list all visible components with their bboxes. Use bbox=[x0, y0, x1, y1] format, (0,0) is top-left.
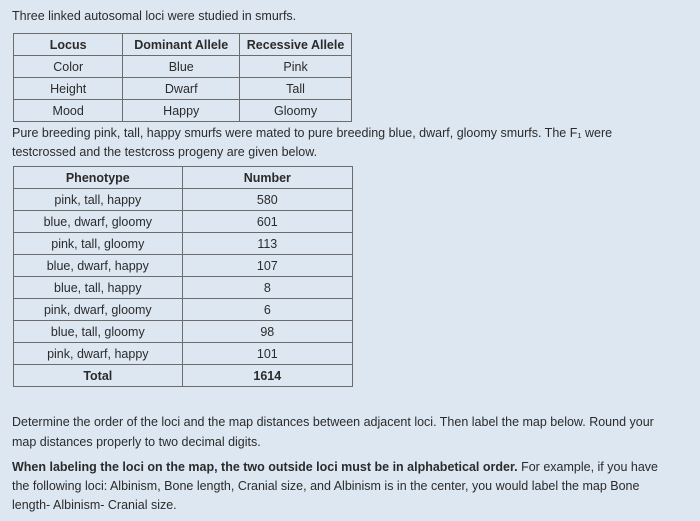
header-phenotype: Phenotype bbox=[14, 167, 183, 189]
number-cell: 113 bbox=[182, 233, 352, 255]
recessive-cell: Tall bbox=[240, 78, 352, 100]
header-locus: Locus bbox=[14, 34, 123, 56]
question-line-2: map distances properly to two decimal digits. bbox=[12, 435, 261, 449]
dominant-cell: Blue bbox=[123, 56, 240, 78]
header-recessive-allele: Recessive Allele bbox=[240, 34, 352, 56]
locus-cell: Height bbox=[14, 78, 123, 100]
recessive-cell: Gloomy bbox=[240, 100, 352, 122]
table-row bbox=[14, 233, 353, 255]
phenotype-table bbox=[13, 166, 353, 387]
number-cell: 98 bbox=[182, 321, 352, 343]
phenotype-cell: blue, dwarf, gloomy bbox=[14, 211, 183, 233]
intro-text: Three linked autosomal loci were studied in smurfs. bbox=[12, 9, 297, 23]
phenotype-cell: pink, tall, happy bbox=[14, 189, 183, 211]
phenotype-cell: pink, dwarf, happy bbox=[14, 343, 183, 365]
locus-cell: Mood bbox=[14, 100, 123, 122]
table-row bbox=[14, 78, 352, 100]
number-cell: 580 bbox=[182, 189, 352, 211]
header-number: Number bbox=[182, 167, 352, 189]
number-cell: 107 bbox=[182, 255, 352, 277]
table-row bbox=[14, 343, 353, 365]
number-cell: 101 bbox=[182, 343, 352, 365]
instruction-bold-text: When labeling the loci on the map, the two outside loci must be in alphabetical order. bbox=[12, 460, 518, 474]
number-cell: 8 bbox=[182, 277, 352, 299]
table-header-row bbox=[14, 34, 352, 56]
header-dominant-allele: Dominant Allele bbox=[123, 34, 240, 56]
table-row bbox=[14, 100, 352, 122]
phenotype-cell: blue, tall, gloomy bbox=[14, 321, 183, 343]
dominant-cell: Dwarf bbox=[123, 78, 240, 100]
table-header-row bbox=[14, 167, 353, 189]
table-row bbox=[14, 299, 353, 321]
phenotype-cell: pink, tall, gloomy bbox=[14, 233, 183, 255]
instruction-line-1 bbox=[12, 459, 658, 475]
phenotype-cell: blue, tall, happy bbox=[14, 277, 183, 299]
table-row bbox=[14, 277, 353, 299]
phenotype-cell: pink, dwarf, gloomy bbox=[14, 299, 183, 321]
instruction-line-2: the following loci: Albinism, Bone length, Cranial size, and Albinism is in the center, you would label the map Bone bbox=[12, 479, 640, 493]
loci-table bbox=[13, 33, 352, 122]
phenotype-cell: blue, dwarf, happy bbox=[14, 255, 183, 277]
total-label: Total bbox=[14, 365, 183, 387]
table-total-row bbox=[14, 365, 353, 387]
cross-text-line-2: testcrossed and the testcross progeny are given below. bbox=[12, 145, 318, 159]
instruction-rest-text: For example, if you have bbox=[517, 460, 658, 474]
table-row bbox=[14, 211, 353, 233]
number-cell: 6 bbox=[182, 299, 352, 321]
number-cell: 601 bbox=[182, 211, 352, 233]
table-row bbox=[14, 321, 353, 343]
question-line-1: Determine the order of the loci and the map distances between adjacent loci. Then label the map below. Round your bbox=[12, 415, 654, 429]
total-value: 1614 bbox=[182, 365, 352, 387]
instruction-line-3: length- Albinism- Cranial size. bbox=[12, 498, 177, 512]
cross-text-line-1: Pure breeding pink, tall, happy smurfs were mated to pure breeding blue, dwarf, gloomy smurfs. The F₁ were bbox=[12, 126, 613, 140]
recessive-cell: Pink bbox=[240, 56, 352, 78]
table-row bbox=[14, 189, 353, 211]
dominant-cell: Happy bbox=[123, 100, 240, 122]
locus-cell: Color bbox=[14, 56, 123, 78]
table-row bbox=[14, 255, 353, 277]
table-row bbox=[14, 56, 352, 78]
